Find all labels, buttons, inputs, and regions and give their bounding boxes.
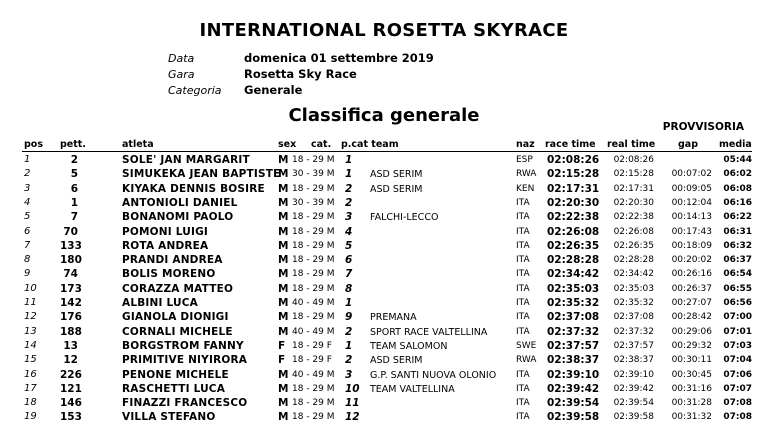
- cell-gap: 00:30:11: [671, 355, 712, 366]
- cell-pos: 16: [24, 368, 37, 380]
- cell-atleta: BORGSTROM FANNY: [122, 339, 244, 352]
- header-naz: naz: [516, 139, 535, 150]
- header-race-time: race time: [545, 139, 596, 150]
- cell-cat: 18 - 29 M: [292, 283, 335, 294]
- cell-cat: 18 - 29 F: [292, 355, 332, 366]
- cell-team: ASD SERIM: [370, 355, 423, 367]
- cell-sex: M: [278, 268, 289, 281]
- cell-race-time: 02:37:57: [547, 339, 600, 352]
- cell-real-time: 02:15:28: [613, 169, 654, 180]
- cell-atleta: CORAZZA MATTEO: [122, 282, 234, 295]
- cell-team: ASD SERIM: [370, 183, 423, 195]
- cell-pett: 6: [70, 182, 78, 195]
- table-row: [0, 254, 768, 268]
- cell-sex: M: [278, 196, 289, 209]
- cell-sex: M: [278, 397, 289, 410]
- cell-real-time: 02:26:35: [613, 240, 654, 251]
- cell-media: 07:00: [723, 312, 752, 323]
- cell-naz: ITA: [516, 398, 530, 409]
- cell-pcat: 4: [345, 225, 353, 238]
- cell-pett: 188: [60, 325, 82, 338]
- table-row: [0, 340, 768, 354]
- cell-race-time: 02:37:08: [547, 311, 600, 324]
- cell-race-time: 02:26:35: [547, 239, 600, 252]
- cell-naz: ITA: [516, 212, 530, 223]
- cell-team: SPORT RACE VALTELLINA: [370, 326, 488, 338]
- cell-pcat: 9: [345, 311, 353, 324]
- cell-naz: ITA: [516, 412, 530, 423]
- cell-pett: 153: [60, 411, 82, 424]
- table-row: [0, 168, 768, 182]
- cell-cat: 18 - 29 M: [292, 255, 335, 266]
- cell-race-time: 02:38:37: [547, 354, 600, 367]
- cell-real-time: 02:38:37: [613, 355, 654, 366]
- cell-race-time: 02:39:54: [547, 397, 600, 410]
- header-divider: [22, 151, 752, 152]
- cell-pos: 9: [24, 268, 31, 280]
- cell-naz: SWE: [516, 340, 537, 351]
- cell-atleta: BOLIS MORENO: [122, 268, 216, 281]
- cell-media: 07:07: [723, 383, 752, 394]
- cell-pos: 13: [24, 325, 37, 337]
- header-gap: gap: [678, 139, 699, 150]
- cell-cat: 18 - 29 M: [292, 383, 335, 394]
- cell-real-time: 02:34:42: [613, 269, 654, 280]
- cell-sex: M: [278, 311, 289, 324]
- header-media: media: [719, 139, 752, 150]
- cell-gap: 00:31:32: [671, 412, 712, 423]
- cell-pett: 74: [63, 268, 78, 281]
- cell-sex: F: [278, 339, 286, 352]
- header-pett: pett.: [60, 139, 86, 150]
- cell-pcat: 1: [345, 168, 353, 181]
- cell-gap: 00:14:13: [671, 212, 712, 223]
- cell-pett: 180: [60, 254, 82, 267]
- cell-real-time: 02:35:03: [613, 283, 654, 294]
- table-row: [0, 226, 768, 240]
- table-row: [0, 326, 768, 340]
- cell-naz: ITA: [516, 312, 530, 323]
- cell-race-time: 02:35:03: [547, 282, 600, 295]
- cell-pcat: 3: [345, 211, 353, 224]
- cell-media: 06:31: [723, 226, 752, 237]
- cell-cat: 40 - 49 M: [292, 326, 335, 337]
- cell-pos: 4: [24, 196, 31, 208]
- meta-data-value: domenica 01 settembre 2019: [244, 51, 434, 65]
- table-row: [0, 268, 768, 282]
- cell-real-time: 02:39:10: [613, 369, 654, 380]
- cell-team: ASD SERIM: [370, 169, 423, 181]
- cell-cat: 18 - 29 M: [292, 412, 335, 423]
- cell-team: TEAM SALOMON: [370, 340, 448, 352]
- cell-media: 05:44: [723, 155, 752, 165]
- cell-pcat: 10: [345, 382, 360, 395]
- meta-data-label: Data: [168, 52, 195, 65]
- cell-pett: 176: [60, 311, 82, 324]
- cell-sex: F: [278, 354, 286, 367]
- cell-media: 07:08: [723, 398, 752, 409]
- cell-pett: 133: [60, 239, 82, 252]
- meta-categoria-value: Generale: [244, 83, 303, 97]
- cell-atleta: RASCHETTI LUCA: [122, 382, 226, 395]
- cell-sex: M: [278, 382, 289, 395]
- meta-gara-label: Gara: [168, 68, 195, 81]
- cell-pett: 70: [63, 225, 78, 238]
- cell-atleta: KIYAKA DENNIS BOSIRE: [122, 182, 265, 195]
- cell-real-time: 02:39:42: [613, 383, 654, 394]
- cell-atleta: ROTA ANDREA: [122, 239, 209, 252]
- cell-atleta: BONANOMI PAOLO: [122, 211, 234, 224]
- cell-atleta: FINAZZI FRANCESCO: [122, 397, 248, 410]
- meta-gara-value: Rosetta Sky Race: [244, 67, 357, 81]
- cell-media: 06:37: [723, 255, 752, 266]
- cell-atleta: ANTONIOLI DANIEL: [122, 196, 238, 209]
- cell-media: 06:08: [723, 183, 752, 194]
- cell-atleta: PRANDI ANDREA: [122, 254, 223, 267]
- table-row: [0, 354, 768, 368]
- cell-race-time: 02:37:32: [547, 325, 600, 338]
- cell-media: 06:32: [723, 240, 752, 251]
- cell-team: G.P. SANTI NUOVA OLONIO: [370, 369, 497, 381]
- cell-team: PREMANA: [370, 312, 417, 324]
- table-row: [0, 183, 768, 197]
- cell-sex: M: [278, 254, 289, 267]
- cell-real-time: 02:20:30: [613, 197, 654, 208]
- cell-pcat: 1: [345, 154, 353, 166]
- header-pcat-team: p.cat team: [341, 139, 399, 150]
- table-row: [0, 297, 768, 311]
- cell-cat: 18 - 29 M: [292, 226, 335, 237]
- cell-sex: M: [278, 411, 289, 424]
- document-title: INTERNATIONAL ROSETTA SKYRACE: [199, 20, 569, 41]
- cell-pos: 8: [24, 254, 31, 266]
- cell-cat: 18 - 29 M: [292, 312, 335, 323]
- cell-race-time: 02:39:58: [547, 411, 600, 424]
- cell-pos: 18: [24, 397, 37, 409]
- cell-gap: 00:31:28: [671, 398, 712, 409]
- cell-gap: 00:27:07: [671, 298, 712, 308]
- table-row: [0, 154, 768, 168]
- cell-atleta: PENONE MICHELE: [122, 368, 229, 381]
- cell-pos: 7: [24, 239, 31, 251]
- header-cat: cat.: [311, 139, 332, 150]
- cell-gap: 00:12:04: [671, 197, 712, 208]
- cell-atleta: SIMUKEKA JEAN BAPTISTE: [122, 168, 281, 181]
- cell-race-time: 02:39:42: [547, 382, 600, 395]
- cell-gap: 00:17:43: [671, 226, 712, 237]
- cell-pett: 7: [70, 211, 78, 224]
- cell-media: 07:01: [723, 326, 752, 337]
- cell-naz: ITA: [516, 269, 530, 280]
- cell-cat: 18 - 29 M: [292, 240, 335, 251]
- cell-real-time: 02:37:08: [613, 312, 654, 323]
- cell-real-time: 02:39:54: [613, 398, 654, 409]
- table-row: [0, 311, 768, 325]
- cell-real-time: 02:35:32: [613, 298, 654, 308]
- cell-pett: 12: [63, 354, 78, 367]
- cell-sex: M: [278, 211, 289, 224]
- cell-media: 06:55: [723, 283, 752, 294]
- cell-gap: 00:31:16: [671, 383, 712, 394]
- cell-pcat: 12: [345, 411, 360, 424]
- cell-media: 07:03: [723, 340, 752, 351]
- table-row: [0, 211, 768, 225]
- cell-real-time: 02:17:31: [613, 183, 654, 194]
- cell-real-time: 02:26:08: [613, 226, 654, 237]
- cell-media: 06:16: [723, 197, 752, 208]
- cell-media: 07:06: [723, 369, 752, 380]
- cell-pos: 10: [24, 282, 37, 294]
- cell-pcat: 11: [345, 397, 360, 410]
- table-row: [0, 283, 768, 297]
- cell-real-time: 02:37:32: [613, 326, 654, 337]
- cell-sex: M: [278, 239, 289, 252]
- cell-pos: 19: [24, 411, 37, 423]
- cell-atleta: ALBINI LUCA: [122, 297, 198, 309]
- cell-cat: 18 - 29 M: [292, 398, 335, 409]
- cell-pcat: 7: [345, 268, 353, 281]
- cell-gap: 00:26:37: [671, 283, 712, 294]
- cell-media: 07:04: [723, 355, 752, 366]
- cell-cat: 30 - 39 M: [292, 197, 335, 208]
- cell-cat: 18 - 29 M: [292, 183, 335, 194]
- cell-sex: M: [278, 297, 289, 309]
- cell-pos: 1: [24, 154, 31, 165]
- cell-pos: 15: [24, 354, 37, 366]
- cell-naz: ITA: [516, 240, 530, 251]
- cell-pcat: 1: [345, 297, 353, 309]
- cell-pos: 11: [24, 297, 37, 308]
- cell-cat: 18 - 29 F: [292, 340, 332, 351]
- cell-naz: RWA: [516, 169, 537, 180]
- cell-cat: 40 - 49 M: [292, 298, 335, 308]
- cell-sex: M: [278, 325, 289, 338]
- cell-pcat: 2: [345, 196, 353, 209]
- cell-team: TEAM VALTELLINA: [370, 383, 455, 395]
- cell-atleta: GIANOLA DIONIGI: [122, 311, 229, 324]
- cell-race-time: 02:20:30: [547, 196, 600, 209]
- cell-real-time: 02:37:57: [613, 340, 654, 351]
- cell-pos: 6: [24, 225, 31, 237]
- cell-sex: M: [278, 182, 289, 195]
- cell-atleta: PRIMITIVE NIYIRORA: [122, 354, 248, 367]
- cell-race-time: 02:26:08: [547, 225, 600, 238]
- cell-pos: 12: [24, 311, 37, 323]
- cell-gap: 00:28:42: [671, 312, 712, 323]
- cell-race-time: 02:28:28: [547, 254, 600, 267]
- status-badge: PROVVISORIA: [662, 121, 744, 133]
- cell-pett: 142: [60, 297, 82, 309]
- cell-gap: 00:18:09: [671, 240, 712, 251]
- cell-gap: 00:09:05: [671, 183, 712, 194]
- cell-race-time: 02:08:26: [547, 154, 600, 166]
- cell-pos: 17: [24, 382, 37, 394]
- cell-naz: ITA: [516, 226, 530, 237]
- cell-gap: 00:30:45: [671, 369, 712, 380]
- cell-gap: 00:29:06: [671, 326, 712, 337]
- cell-media: 06:54: [723, 269, 752, 280]
- cell-pett: 13: [63, 339, 78, 352]
- cell-pos: 5: [24, 211, 31, 223]
- cell-naz: RWA: [516, 355, 537, 366]
- cell-gap: 00:29:32: [671, 340, 712, 351]
- cell-naz: ITA: [516, 369, 530, 380]
- cell-cat: 18 - 29 M: [292, 269, 335, 280]
- cell-pett: 2: [70, 154, 78, 166]
- cell-pcat: 5: [345, 239, 353, 252]
- cell-media: 06:22: [723, 212, 752, 223]
- cell-naz: ITA: [516, 326, 530, 337]
- cell-race-time: 02:22:38: [547, 211, 600, 224]
- cell-sex: M: [278, 225, 289, 238]
- cell-naz: ITA: [516, 383, 530, 394]
- meta-categoria-label: Categoria: [168, 84, 222, 97]
- cell-naz: KEN: [516, 183, 535, 194]
- cell-atleta: SOLE' JAN MARGARIT: [122, 154, 250, 166]
- cell-pcat: 1: [345, 339, 353, 352]
- cell-pcat: 2: [345, 182, 353, 195]
- cell-pcat: 2: [345, 325, 353, 338]
- cell-race-time: 02:15:28: [547, 168, 600, 181]
- cell-race-time: 02:34:42: [547, 268, 600, 281]
- cell-atleta: VILLA STEFANO: [122, 411, 216, 424]
- cell-cat: 40 - 49 M: [292, 369, 335, 380]
- cell-pett: 173: [60, 282, 82, 295]
- cell-gap: 00:26:16: [671, 269, 712, 280]
- cell-sex: M: [278, 368, 289, 381]
- table-row: [0, 240, 768, 254]
- table-row: [0, 411, 768, 425]
- cell-real-time: 02:22:38: [613, 212, 654, 223]
- cell-gap: 00:07:02: [671, 169, 712, 180]
- cell-team: FALCHI-LECCO: [370, 212, 439, 224]
- cell-pett: 226: [60, 368, 82, 381]
- cell-real-time: 02:28:28: [613, 255, 654, 266]
- cell-pcat: 6: [345, 254, 353, 267]
- cell-naz: ESP: [516, 155, 533, 165]
- results-subtitle: Classifica generale: [288, 105, 480, 126]
- table-row: [0, 197, 768, 211]
- cell-naz: ITA: [516, 283, 530, 294]
- cell-cat: 18 - 29 M: [292, 155, 335, 165]
- cell-cat: 18 - 29 M: [292, 212, 335, 223]
- table-row: [0, 397, 768, 411]
- cell-pos: 3: [24, 182, 31, 194]
- header-atleta: atleta: [122, 139, 154, 150]
- header-pos: pos: [24, 139, 43, 150]
- cell-cat: 30 - 39 M: [292, 169, 335, 180]
- cell-media: 07:08: [723, 412, 752, 423]
- cell-pcat: 3: [345, 368, 353, 381]
- cell-sex: M: [278, 282, 289, 295]
- header-sex: sex: [278, 139, 297, 150]
- cell-naz: ITA: [516, 255, 530, 266]
- cell-naz: ITA: [516, 298, 530, 308]
- cell-pcat: 2: [345, 354, 353, 367]
- table-row: [0, 369, 768, 383]
- cell-real-time: 02:08:26: [613, 155, 654, 165]
- cell-race-time: 02:39:10: [547, 368, 600, 381]
- cell-real-time: 02:39:58: [613, 412, 654, 423]
- cell-pett: 5: [70, 168, 78, 181]
- cell-media: 06:02: [723, 169, 752, 180]
- cell-naz: ITA: [516, 197, 530, 208]
- cell-pos: 2: [24, 168, 31, 180]
- cell-pcat: 8: [345, 282, 353, 295]
- cell-pett: 1: [70, 196, 78, 209]
- cell-atleta: CORNALI MICHELE: [122, 325, 233, 338]
- cell-pos: 14: [24, 339, 37, 351]
- cell-race-time: 02:35:32: [547, 297, 600, 309]
- cell-pett: 121: [60, 382, 82, 395]
- cell-gap: 00:20:02: [671, 255, 712, 266]
- table-row: [0, 383, 768, 397]
- cell-race-time: 02:17:31: [547, 182, 600, 195]
- cell-media: 06:56: [723, 298, 752, 308]
- cell-atleta: POMONI LUIGI: [122, 225, 209, 238]
- cell-sex: M: [278, 154, 289, 166]
- cell-pett: 146: [60, 397, 82, 410]
- header-real-time: real time: [607, 139, 656, 150]
- cell-sex: M: [278, 168, 289, 181]
